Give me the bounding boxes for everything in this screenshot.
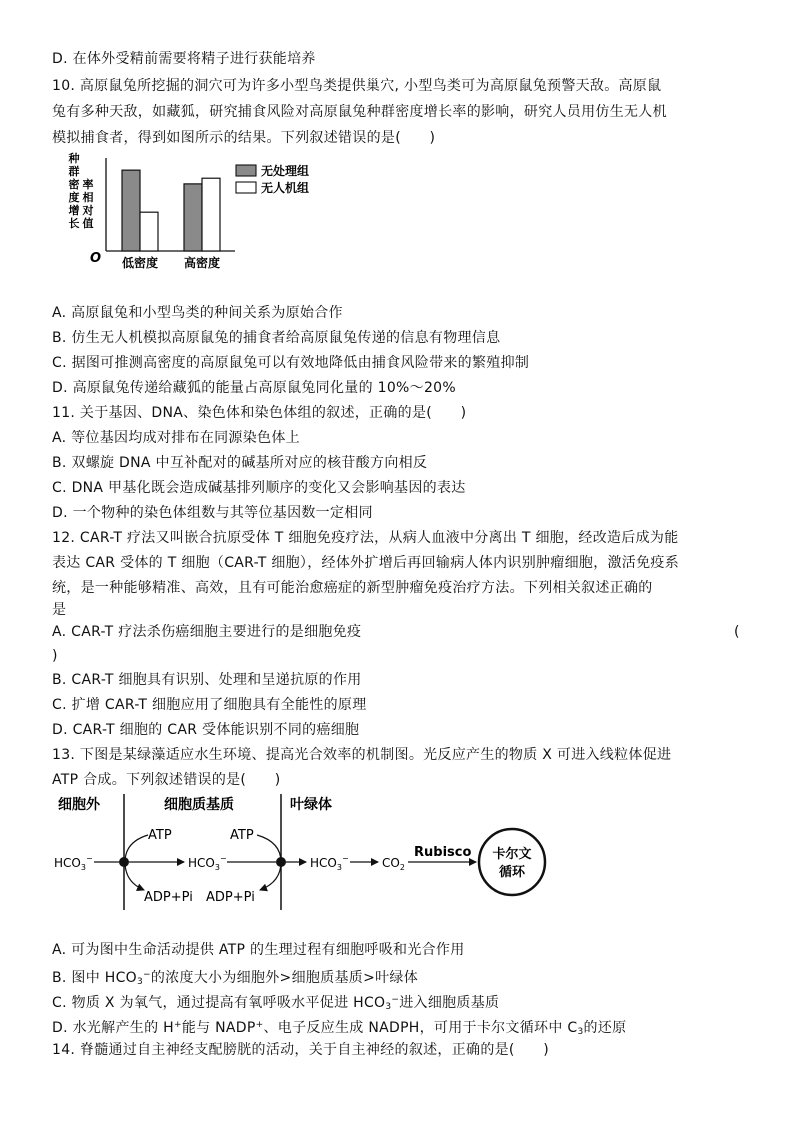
q11-option: A. 等位基因均成对排布在同源染色体上 (52, 430, 300, 446)
atp-label: ATP (148, 828, 172, 843)
q13-option-a: A. 可为图中生命活动提供 ATP 的生理过程有细胞呼吸和光合作用 (52, 942, 465, 958)
bar-control-low-density (122, 170, 140, 251)
rubisco-label: Rubisco (414, 845, 472, 860)
region-label-outside: 细胞外 (58, 797, 100, 813)
q11-stem: 11. 关于基因、DNA、染色体和染色体组的叙述，正确的是( ) (52, 405, 467, 421)
y-axis-label-char: 增 (68, 204, 80, 217)
q12-answer-paren-close: ) (52, 648, 58, 664)
y-axis-label-char: 群 (68, 165, 80, 178)
q10-option: A. 高原鼠兔和小型鸟类的种间关系为原始合作 (52, 305, 343, 321)
legend-swatch (236, 182, 256, 193)
q13-option-c: C. 物质 X 为氧气，通过提高有氧呼吸水平促进 $HCO_3^-$进入细胞质基质 (52, 995, 500, 1012)
region-label-cytoplasm: 细胞质基质 (164, 797, 234, 813)
calvin-cycle-circle (479, 829, 545, 895)
q11-option: D. 一个物种的染色体组数与其等位基因数一定相同 (52, 505, 373, 521)
origin-label: O (90, 251, 102, 266)
q11-option: C. DNA 甲基化既会造成碱基排列顺序的变化又会影响基因的表达 (52, 480, 466, 496)
q11-option: B. 双螺旋 DNA 中互补配对的碱基所对应的核苷酸方向相反 (52, 455, 428, 471)
q12-stem-line: 是 (52, 602, 67, 618)
q12-option: D. CAR-T 细胞的 CAR 受体能识别不同的癌细胞 (52, 722, 360, 738)
y-axis-label-char: 度 (68, 191, 80, 204)
adp-pi-label: ADP+Pi (144, 890, 193, 905)
legend-label: 无人机组 (261, 181, 310, 195)
q13-mechanism-diagram (52, 790, 612, 912)
q10-option: B. 仿生无人机模拟高原鼠兔的捕食者给高原鼠兔传递的信息有物理信息 (52, 330, 501, 346)
y-axis-label-char: 密 (68, 178, 80, 191)
q10-bar-chart (60, 150, 350, 278)
q9-option-d: D. 在体外受精前需要将精子进行获能培养 (52, 51, 316, 67)
q13-option-d: D. 水光解产生的 H+能与 NADP+、电子反应生成 NADPH，可用于卡尔文循环中 $C_3$的还原 (52, 1020, 627, 1037)
q13-stem-line: ATP 合成。下列叙述错误的是( ) (52, 772, 281, 788)
transporter-dot (119, 857, 129, 867)
q12-option: C. 扩增 CAR-T 细胞应用了细胞具有全能性的原理 (52, 697, 367, 713)
q10-stem-line: 兔有多种天敌，如藏狐，研究捕食风险对高原鼠兔种群密度增长率的影响，研究人员用仿生无人机 (52, 104, 667, 120)
calvin-cycle-label: 循环 (498, 865, 526, 880)
q12-stem-line: 统，是一种能够精准、高效，且有可能治愈癌症的新型肿瘤免疫治疗方法。下列相关叙述正确的 (52, 580, 653, 596)
x-tick-label: 高密度 (183, 256, 221, 270)
y-axis-label-char: 相 (82, 191, 94, 204)
x-tick-label: 低密度 (121, 256, 159, 270)
y-axis-label (68, 151, 94, 230)
q10-stem-line: 模拟捕食者，得到如图所示的结果。下列叙述错误的是( ) (52, 130, 436, 146)
bar-drone-low-density (140, 212, 158, 251)
legend-label: 无处理组 (261, 164, 310, 178)
region-label-chloroplast: 叶绿体 (290, 797, 332, 813)
y-axis-label-char: 种 (68, 152, 80, 165)
hco3-label: $HCO_3^-$ (188, 854, 227, 872)
q12-stem-line: 12. CAR-T 疗法又叫嵌合抗原受体 T 细胞免疫疗法，从病人血液中分离出 T 细胞，经改造后成为能 (52, 530, 679, 546)
q12-option: A. CAR-T 疗法杀伤癌细胞主要进行的是细胞免疫 (52, 624, 362, 640)
legend-swatch (236, 165, 256, 176)
y-axis-label-char: 长 (68, 217, 80, 230)
q13-option-b: B. 图中 $HCO_3^-$的浓度大小为细胞外>细胞质基质>叶绿体 (52, 970, 419, 987)
atp-label: ATP (230, 828, 254, 843)
hco3-label: $HCO_3^-$ (310, 854, 349, 872)
co2-label: $CO_2$ (382, 856, 405, 872)
hco3-label: $HCO_3^-$ (54, 854, 93, 872)
y-axis-label-char: 率 (82, 178, 94, 191)
q10-stem-line: 10. 高原鼠兔所挖掘的洞穴可为许多小型鸟类提供巢穴, 小型鸟类可为高原鼠兔预警天敌。高原鼠 (52, 78, 662, 94)
q10-option: C. 据图可推测高密度的高原鼠兔可以有效地降低由捕食风险带来的繁殖抑制 (52, 355, 530, 371)
q13-stem-line: 13. 下图是某绿藻适应水生环境、提高光合效率的机制图。光反应产生的物质 X 可进入线粒体促进 (52, 747, 672, 763)
calvin-cycle-label: 卡尔文 (492, 847, 532, 862)
bar-control-high-density (184, 184, 202, 251)
y-axis-label-char: 对 (82, 204, 94, 217)
y-axis-label-char: 值 (82, 217, 94, 230)
q10-option: D. 高原鼠兔传递给藏狐的能量占高原鼠兔同化量的 10%～20% (52, 380, 456, 396)
q12-answer-paren-open: ( (734, 624, 740, 640)
adp-pi-label: ADP+Pi (206, 890, 255, 905)
q12-stem-line: 表达 CAR 受体的 T 细胞（CAR-T 细胞），经体外扩增后再回输病人体内识别肿瘤细胞，激活免疫系 (52, 555, 680, 571)
bar-drone-high-density (202, 178, 220, 251)
q14-stem: 14. 脊髓通过自主神经支配膀胱的活动，关于自主神经的叙述，正确的是( ) (52, 1042, 550, 1058)
q12-option: B. CAR-T 细胞具有识别、处理和呈递抗原的作用 (52, 672, 362, 688)
